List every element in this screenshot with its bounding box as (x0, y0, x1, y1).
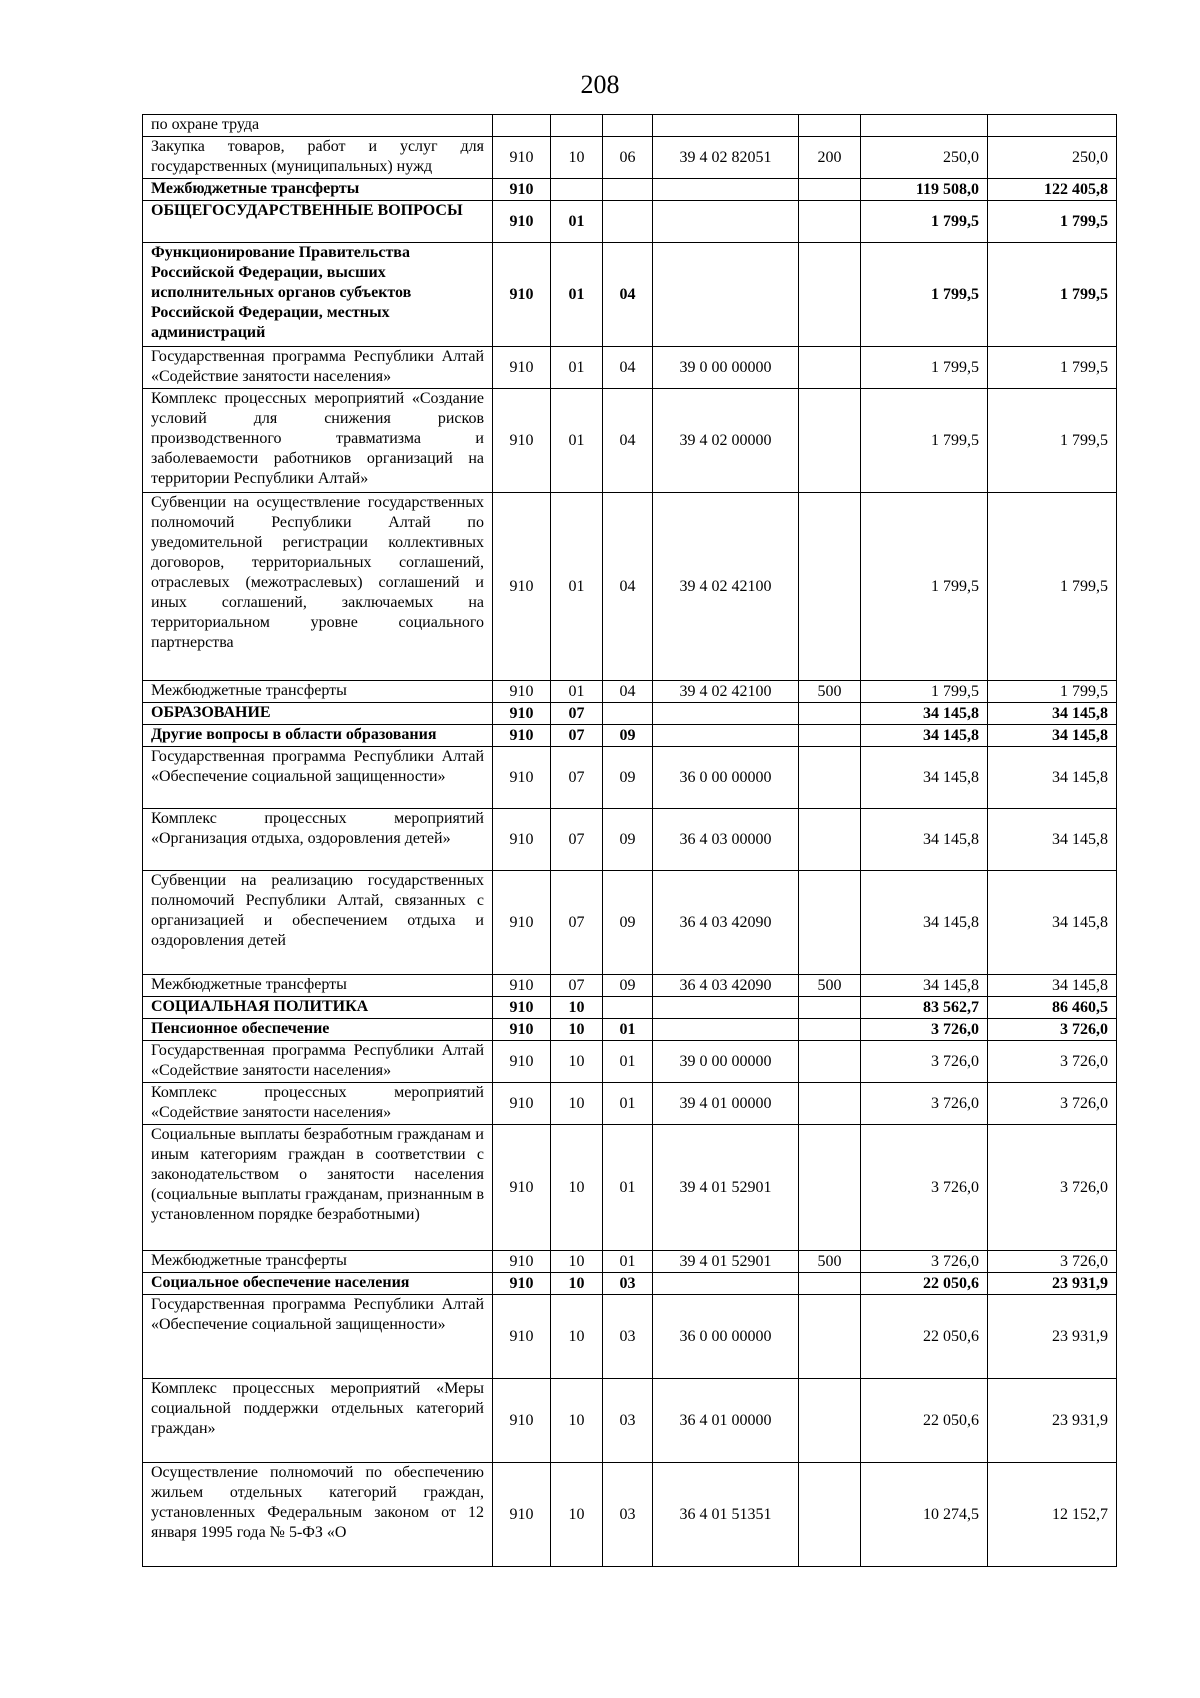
row-amount-year-1: 1 799,5 (861, 389, 988, 493)
row-csr-code: 36 4 01 00000 (653, 1379, 799, 1463)
table-row (143, 681, 1117, 703)
row-pr-code: 09 (603, 747, 653, 809)
row-pr-code: 03 (603, 1273, 653, 1295)
row-amount-year-2: 3 726,0 (988, 1083, 1117, 1125)
row-gr-code: 910 (493, 975, 551, 997)
row-vr-code (799, 809, 861, 871)
row-rz-code: 07 (551, 725, 603, 747)
row-name: Другие вопросы в области образования (143, 725, 493, 747)
row-vr-code (799, 997, 861, 1019)
row-gr-code: 910 (493, 1379, 551, 1463)
row-gr-code: 910 (493, 1083, 551, 1125)
row-rz-code: 01 (551, 347, 603, 389)
row-pr-code (603, 179, 653, 201)
row-rz-code: 10 (551, 1251, 603, 1273)
row-amount-year-1 (861, 115, 988, 137)
table-row (143, 493, 1117, 681)
row-vr-code (799, 389, 861, 493)
table-row (143, 1379, 1117, 1463)
row-csr-code (653, 997, 799, 1019)
row-gr-code: 910 (493, 1463, 551, 1567)
row-name: Субвенции на реализацию государственных полномочий Республики Алтай, связанных с организацией и обеспечением отдыха и оздоровления детей (143, 871, 493, 975)
row-amount-year-2: 1 799,5 (988, 243, 1117, 347)
row-name: СОЦИАЛЬНАЯ ПОЛИТИКА (143, 997, 493, 1019)
row-pr-code (603, 201, 653, 243)
table-row (143, 871, 1117, 975)
row-vr-code (799, 1273, 861, 1295)
row-name: Пенсионное обеспечение (143, 1019, 493, 1041)
row-csr-code: 39 4 01 00000 (653, 1083, 799, 1125)
table-row (143, 747, 1117, 809)
row-csr-code (653, 1019, 799, 1041)
row-vr-code: 500 (799, 681, 861, 703)
row-rz-code: 01 (551, 493, 603, 681)
row-vr-code (799, 179, 861, 201)
row-amount-year-1: 34 145,8 (861, 703, 988, 725)
row-amount-year-1: 3 726,0 (861, 1041, 988, 1083)
row-vr-code (799, 1295, 861, 1379)
row-pr-code (603, 997, 653, 1019)
row-amount-year-1: 1 799,5 (861, 201, 988, 243)
page-number: 208 (580, 70, 620, 99)
table-row (143, 703, 1117, 725)
row-rz-code (551, 179, 603, 201)
row-name: Комплекс процессных мероприятий «Содействие занятости населения» (143, 1083, 493, 1125)
row-vr-code (799, 201, 861, 243)
row-gr-code (493, 115, 551, 137)
table-row (143, 347, 1117, 389)
table-row (143, 1125, 1117, 1251)
table-row (143, 201, 1117, 243)
row-name: Комплекс процессных мероприятий «Меры социальной поддержки отдельных категорий граждан» (143, 1379, 493, 1463)
row-amount-year-1: 1 799,5 (861, 681, 988, 703)
row-name: Закупка товаров, работ и услуг для государственных (муниципальных) нужд (143, 137, 493, 179)
row-rz-code: 01 (551, 243, 603, 347)
row-pr-code (603, 703, 653, 725)
row-amount-year-1: 34 145,8 (861, 871, 988, 975)
row-amount-year-2: 23 931,9 (988, 1295, 1117, 1379)
row-amount-year-1: 3 726,0 (861, 1083, 988, 1125)
row-gr-code: 910 (493, 137, 551, 179)
row-pr-code: 03 (603, 1463, 653, 1567)
row-gr-code: 910 (493, 1019, 551, 1041)
row-pr-code: 04 (603, 243, 653, 347)
row-vr-code (799, 347, 861, 389)
row-name: Государственная программа Республики Алтай «Содействие занятости населения» (143, 347, 493, 389)
row-name: Социальные выплаты безработным гражданам и иным категориям граждан в соответствии с законодательством о занятости населения (социальные выплаты гражданам, признанным в установленном порядке безработными) (143, 1125, 493, 1251)
table-row (143, 1251, 1117, 1273)
row-pr-code: 06 (603, 137, 653, 179)
row-vr-code (799, 871, 861, 975)
row-name: Субвенции на осуществление государственных полномочий Республики Алтай по уведомительной регистрации коллективных договоров, территориальных соглашений, отраслевых (межотраслевых) соглашений и иных соглашений, заключаемых на территориальном уровне социального партнерства (143, 493, 493, 681)
row-csr-code (653, 201, 799, 243)
row-amount-year-2: 12 152,7 (988, 1463, 1117, 1567)
row-name: ОБЩЕГОСУДАРСТВЕННЫЕ ВОПРОСЫ (143, 201, 493, 243)
row-rz-code: 07 (551, 975, 603, 997)
table-row (143, 179, 1117, 201)
row-gr-code: 910 (493, 871, 551, 975)
table-row (143, 1019, 1117, 1041)
row-name: Межбюджетные трансферты (143, 179, 493, 201)
row-gr-code: 910 (493, 747, 551, 809)
row-csr-code (653, 179, 799, 201)
row-gr-code: 910 (493, 389, 551, 493)
table-row (143, 997, 1117, 1019)
row-vr-code: 500 (799, 975, 861, 997)
row-vr-code (799, 1041, 861, 1083)
row-csr-code (653, 703, 799, 725)
table-row (143, 243, 1117, 347)
row-rz-code: 01 (551, 389, 603, 493)
row-amount-year-1: 34 145,8 (861, 809, 988, 871)
row-rz-code: 10 (551, 1083, 603, 1125)
budget-table (142, 114, 1117, 1567)
row-amount-year-1: 22 050,6 (861, 1273, 988, 1295)
row-amount-year-1: 10 274,5 (861, 1463, 988, 1567)
row-amount-year-2: 3 726,0 (988, 1041, 1117, 1083)
row-vr-code (799, 725, 861, 747)
row-amount-year-2: 86 460,5 (988, 997, 1117, 1019)
row-amount-year-1: 1 799,5 (861, 243, 988, 347)
row-vr-code (799, 493, 861, 681)
row-amount-year-2: 1 799,5 (988, 389, 1117, 493)
row-csr-code: 39 4 01 52901 (653, 1125, 799, 1251)
row-gr-code: 910 (493, 809, 551, 871)
row-rz-code: 07 (551, 809, 603, 871)
row-pr-code: 04 (603, 493, 653, 681)
row-amount-year-1: 83 562,7 (861, 997, 988, 1019)
row-amount-year-1: 22 050,6 (861, 1379, 988, 1463)
row-name: по охране труда (143, 115, 493, 137)
row-amount-year-2: 1 799,5 (988, 681, 1117, 703)
row-vr-code (799, 1463, 861, 1567)
row-amount-year-2: 34 145,8 (988, 809, 1117, 871)
row-amount-year-1: 34 145,8 (861, 975, 988, 997)
row-pr-code (603, 115, 653, 137)
table-row (143, 809, 1117, 871)
row-vr-code (799, 243, 861, 347)
row-csr-code: 36 4 03 42090 (653, 871, 799, 975)
row-amount-year-2: 23 931,9 (988, 1273, 1117, 1295)
row-amount-year-2: 34 145,8 (988, 747, 1117, 809)
row-amount-year-2: 3 726,0 (988, 1019, 1117, 1041)
row-name: Комплекс процессных мероприятий «Создание условий для снижения рисков производственного травматизма и заболеваемости работников организаций на территории Республики Алтай» (143, 389, 493, 493)
row-csr-code: 36 4 03 42090 (653, 975, 799, 997)
row-pr-code: 09 (603, 975, 653, 997)
row-csr-code: 39 0 00 00000 (653, 347, 799, 389)
row-gr-code: 910 (493, 1295, 551, 1379)
row-gr-code: 910 (493, 347, 551, 389)
row-csr-code: 39 4 01 52901 (653, 1251, 799, 1273)
row-gr-code: 910 (493, 997, 551, 1019)
row-pr-code: 04 (603, 347, 653, 389)
row-rz-code: 10 (551, 997, 603, 1019)
row-name: ОБРАЗОВАНИЕ (143, 703, 493, 725)
row-gr-code: 910 (493, 681, 551, 703)
row-amount-year-2: 250,0 (988, 137, 1117, 179)
row-csr-code (653, 725, 799, 747)
row-rz-code (551, 115, 603, 137)
row-rz-code: 07 (551, 747, 603, 809)
row-amount-year-2: 34 145,8 (988, 871, 1117, 975)
row-amount-year-2: 34 145,8 (988, 703, 1117, 725)
row-csr-code: 39 0 00 00000 (653, 1041, 799, 1083)
row-rz-code: 10 (551, 1041, 603, 1083)
row-amount-year-1: 34 145,8 (861, 725, 988, 747)
table-row (143, 1463, 1117, 1567)
row-rz-code: 10 (551, 1125, 603, 1251)
table-row (143, 975, 1117, 997)
row-rz-code: 10 (551, 137, 603, 179)
row-csr-code: 36 0 00 00000 (653, 747, 799, 809)
row-csr-code (653, 243, 799, 347)
row-rz-code: 10 (551, 1295, 603, 1379)
row-amount-year-1: 22 050,6 (861, 1295, 988, 1379)
row-name: Осуществление полномочий по обеспечению жильем отдельных категорий граждан, установленных Федеральным законом от 12 января 1995 года № 5-ФЗ «О (143, 1463, 493, 1567)
row-rz-code: 07 (551, 871, 603, 975)
row-gr-code: 910 (493, 703, 551, 725)
row-amount-year-2: 1 799,5 (988, 201, 1117, 243)
row-gr-code: 910 (493, 179, 551, 201)
row-name: Комплекс процессных мероприятий «Организация отдыха, оздоровления детей» (143, 809, 493, 871)
table-row (143, 1295, 1117, 1379)
row-pr-code: 04 (603, 389, 653, 493)
row-vr-code (799, 1379, 861, 1463)
row-pr-code: 01 (603, 1041, 653, 1083)
row-amount-year-2: 122 405,8 (988, 179, 1117, 201)
row-amount-year-1: 1 799,5 (861, 493, 988, 681)
row-vr-code: 200 (799, 137, 861, 179)
row-name: Межбюджетные трансферты (143, 1251, 493, 1273)
row-vr-code (799, 1019, 861, 1041)
row-gr-code: 910 (493, 1041, 551, 1083)
row-amount-year-1: 3 726,0 (861, 1251, 988, 1273)
row-amount-year-1: 34 145,8 (861, 747, 988, 809)
row-gr-code: 910 (493, 725, 551, 747)
row-pr-code: 09 (603, 809, 653, 871)
row-csr-code (653, 115, 799, 137)
table-row (143, 1083, 1117, 1125)
row-pr-code: 01 (603, 1019, 653, 1041)
row-gr-code: 910 (493, 243, 551, 347)
row-name: Функционирование Правительства Российской Федерации, высших исполнительных органов субъектов Российской Федерации, местных администраций (143, 243, 493, 347)
row-csr-code: 36 4 01 51351 (653, 1463, 799, 1567)
row-pr-code: 09 (603, 871, 653, 975)
row-amount-year-2: 1 799,5 (988, 493, 1117, 681)
row-csr-code: 39 4 02 00000 (653, 389, 799, 493)
row-amount-year-1: 119 508,0 (861, 179, 988, 201)
table-row (143, 1041, 1117, 1083)
row-amount-year-1: 3 726,0 (861, 1019, 988, 1041)
row-rz-code: 10 (551, 1463, 603, 1567)
row-csr-code: 39 4 02 82051 (653, 137, 799, 179)
row-gr-code: 910 (493, 1125, 551, 1251)
row-rz-code: 07 (551, 703, 603, 725)
row-vr-code (799, 747, 861, 809)
row-amount-year-1: 250,0 (861, 137, 988, 179)
row-name: Межбюджетные трансферты (143, 681, 493, 703)
row-pr-code: 03 (603, 1295, 653, 1379)
row-vr-code (799, 703, 861, 725)
row-gr-code: 910 (493, 1251, 551, 1273)
row-name: Государственная программа Республики Алтай «Обеспечение социальной защищенности» (143, 1295, 493, 1379)
row-amount-year-2: 3 726,0 (988, 1125, 1117, 1251)
table-row (143, 1273, 1117, 1295)
row-amount-year-2: 34 145,8 (988, 725, 1117, 747)
row-rz-code: 10 (551, 1273, 603, 1295)
row-vr-code (799, 115, 861, 137)
row-pr-code: 04 (603, 681, 653, 703)
row-csr-code: 39 4 02 42100 (653, 681, 799, 703)
row-csr-code (653, 1273, 799, 1295)
row-name: Государственная программа Республики Алтай «Обеспечение социальной защищенности» (143, 747, 493, 809)
row-rz-code: 01 (551, 201, 603, 243)
row-amount-year-2: 3 726,0 (988, 1251, 1117, 1273)
row-pr-code: 03 (603, 1379, 653, 1463)
row-pr-code: 01 (603, 1083, 653, 1125)
row-csr-code: 36 4 03 00000 (653, 809, 799, 871)
table-row (143, 725, 1117, 747)
row-gr-code: 910 (493, 493, 551, 681)
row-pr-code: 01 (603, 1125, 653, 1251)
row-name: Социальное обеспечение населения (143, 1273, 493, 1295)
row-gr-code: 910 (493, 1273, 551, 1295)
row-amount-year-2: 23 931,9 (988, 1379, 1117, 1463)
row-pr-code: 09 (603, 725, 653, 747)
row-gr-code: 910 (493, 201, 551, 243)
table-row (143, 389, 1117, 493)
row-pr-code: 01 (603, 1251, 653, 1273)
row-rz-code: 10 (551, 1379, 603, 1463)
row-csr-code: 39 4 02 42100 (653, 493, 799, 681)
row-vr-code (799, 1125, 861, 1251)
table-row (143, 115, 1117, 137)
table-row (143, 137, 1117, 179)
row-name: Государственная программа Республики Алтай «Содействие занятости населения» (143, 1041, 493, 1083)
row-amount-year-1: 3 726,0 (861, 1125, 988, 1251)
row-name: Межбюджетные трансферты (143, 975, 493, 997)
row-rz-code: 10 (551, 1019, 603, 1041)
row-vr-code: 500 (799, 1251, 861, 1273)
row-amount-year-2 (988, 115, 1117, 137)
row-amount-year-1: 1 799,5 (861, 347, 988, 389)
row-vr-code (799, 1083, 861, 1125)
row-amount-year-2: 1 799,5 (988, 347, 1117, 389)
row-amount-year-2: 34 145,8 (988, 975, 1117, 997)
row-csr-code: 36 0 00 00000 (653, 1295, 799, 1379)
row-rz-code: 01 (551, 681, 603, 703)
